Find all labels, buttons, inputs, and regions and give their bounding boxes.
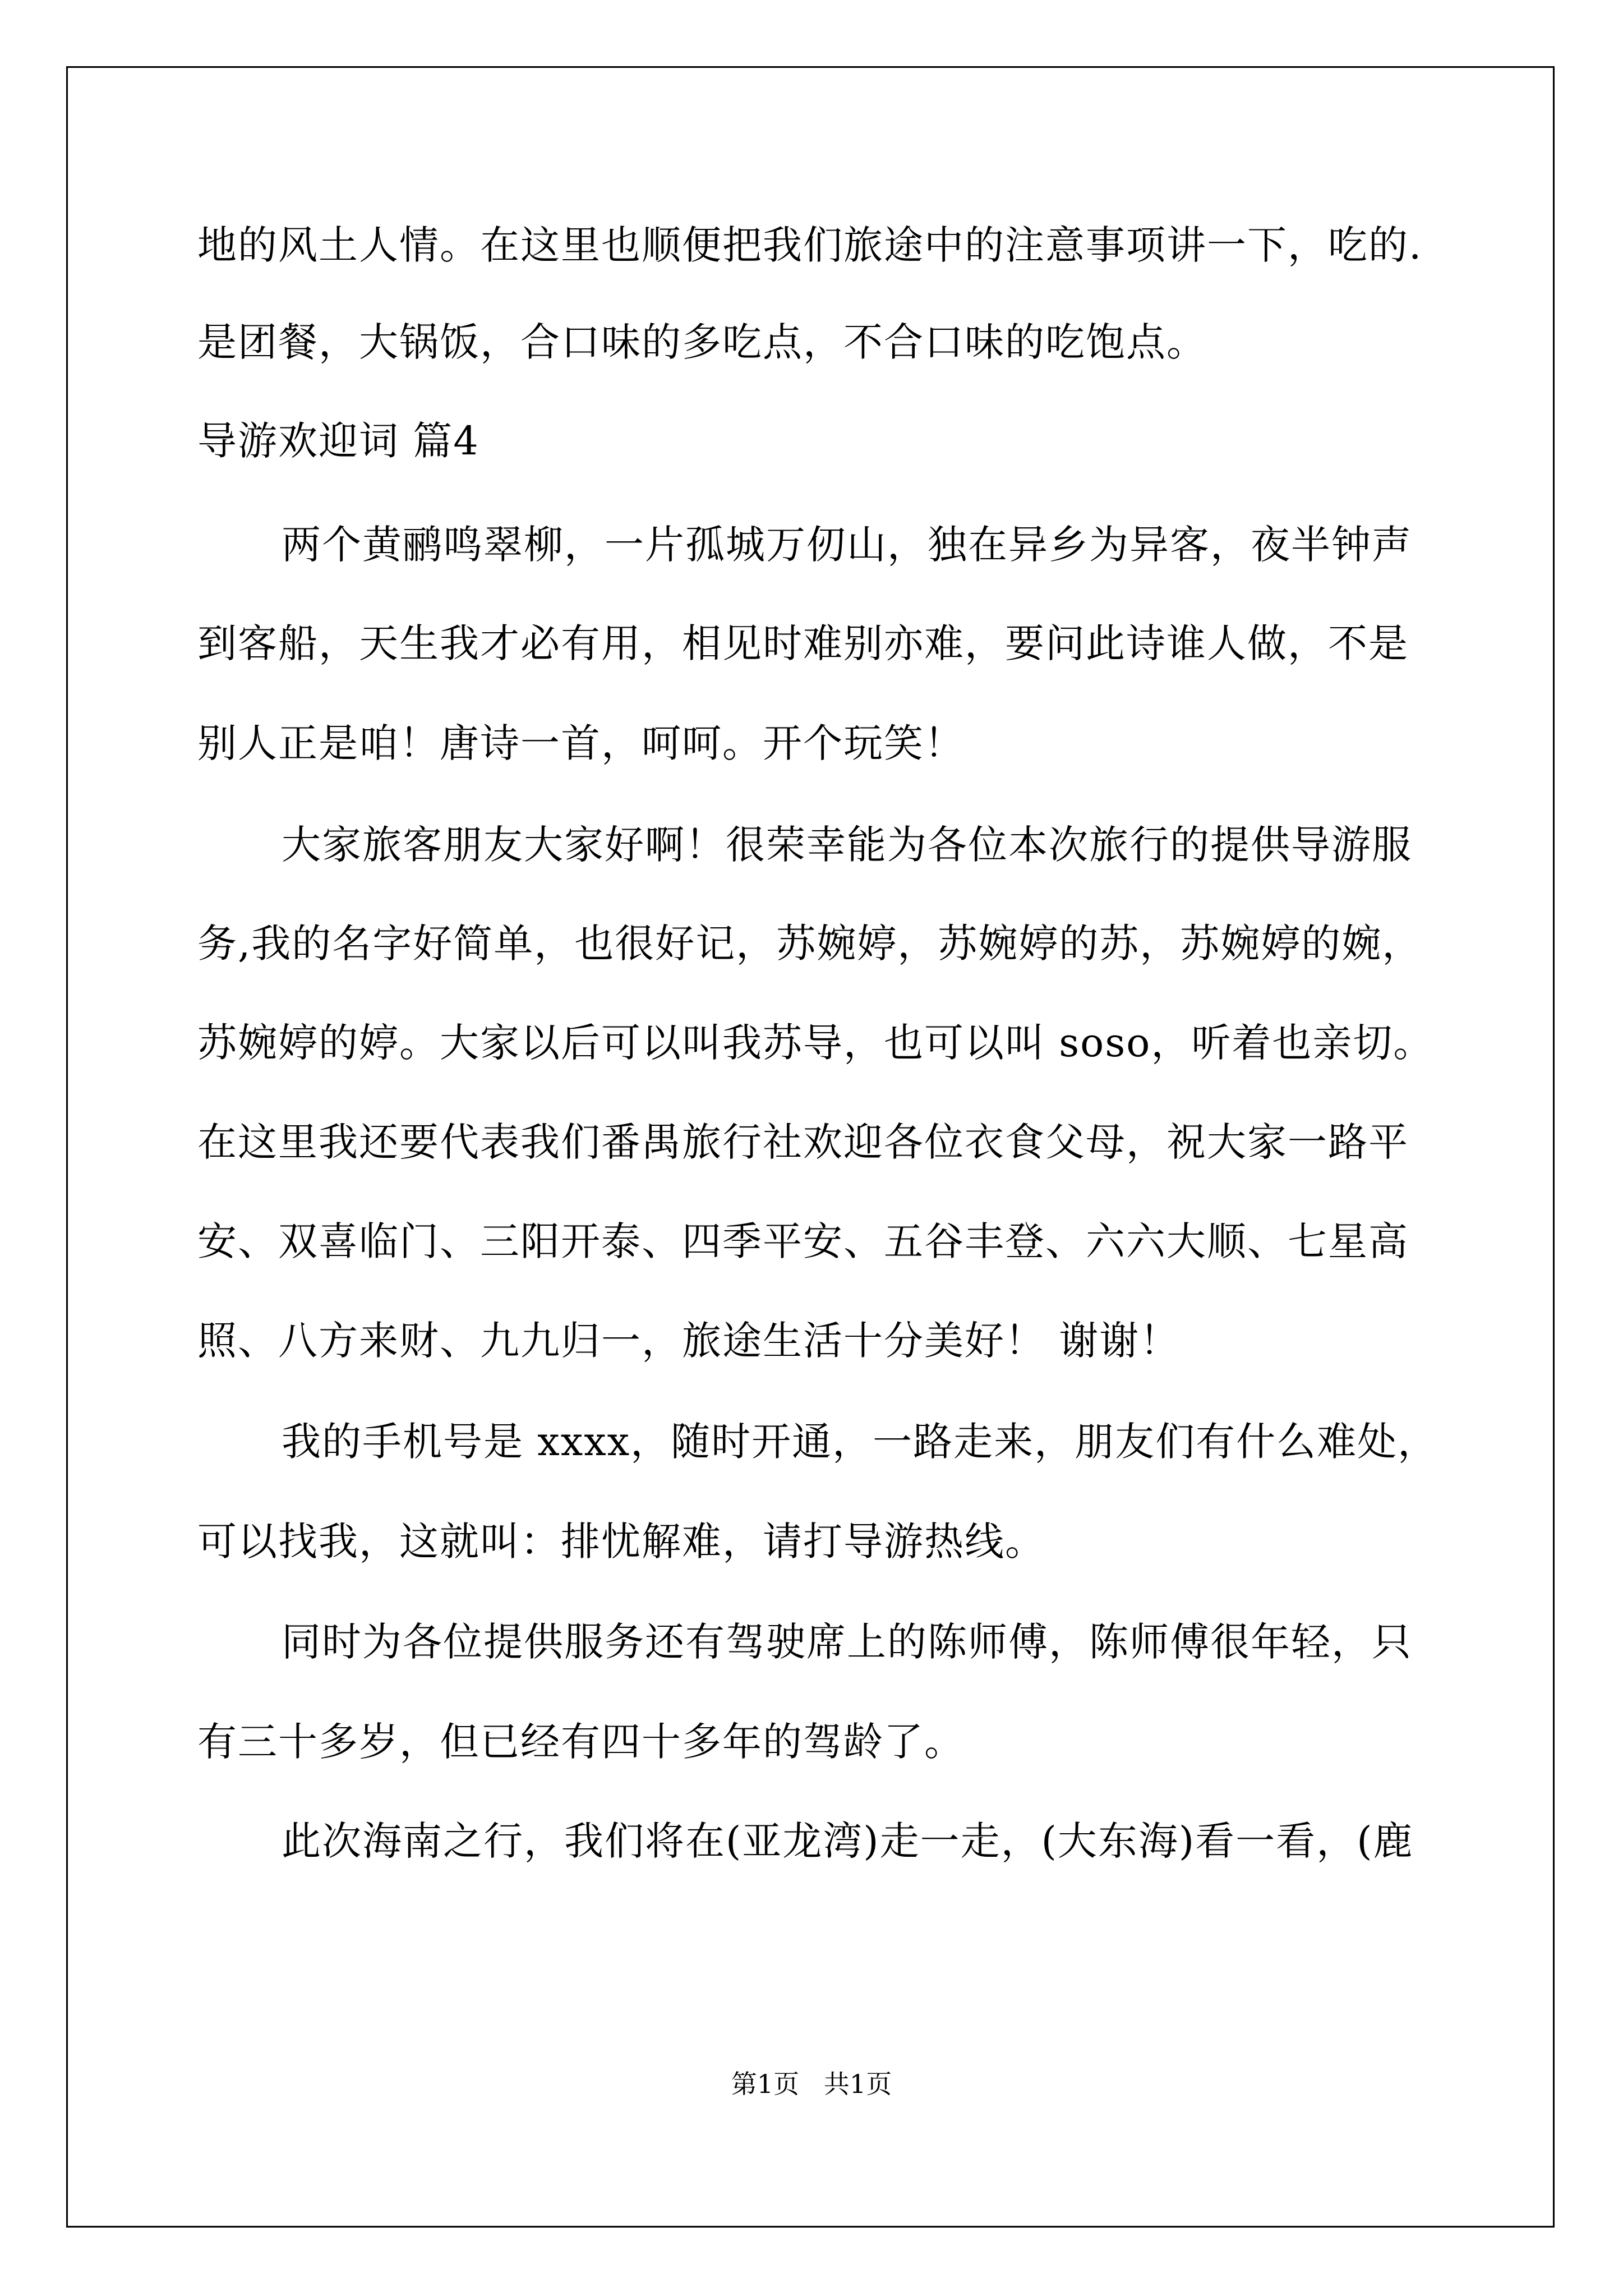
text-line: 到客船，天生我才必有用，相见时难别亦难，要问此诗谁人做，不是 <box>197 620 1409 666</box>
text-line: 别人正是咱！唐诗一首，呵呵。开个玩笑！ <box>197 720 965 766</box>
text-line: 大家旅客朋友大家好啊！很荣幸能为各位本次旅行的提供导游服 <box>282 822 1412 868</box>
text-line: 我的手机号是 xxxx，随时开通，一路走来，朋友们有什么难处， <box>282 1419 1438 1465</box>
text-line: 有三十多岁，但已经有四十多年的驾龄了。 <box>197 1719 965 1765</box>
text-line: 在这里我还要代表我们番禺旅行社欢迎各位衣食父母，祝大家一路平 <box>197 1119 1409 1165</box>
text-line: 两个黄鹂鸣翠柳，一片孤城万仞山，独在异乡为异客，夜半钟声 <box>282 522 1412 568</box>
text-line: 安、双喜临门、三阳开泰、四季平安、五谷丰登、六六大顺、七星高 <box>197 1218 1409 1264</box>
text-line: 地的风土人情。在这里也顺便把我们旅途中的注意事项讲一下，吃的. <box>197 222 1423 268</box>
section-title: 导游欢迎词 篇4 <box>197 418 479 464</box>
text-line: 是团餐，大锅饭，合口味的多吃点，不合口味的吃饱点。 <box>197 319 1207 365</box>
page-number: 第1页 共1页 <box>731 2069 892 2099</box>
text-line: 务,我的名字好简单，也很好记，苏婉婷，苏婉婷的苏，苏婉婷的婉， <box>197 921 1423 967</box>
text-line: 照、八方来财、九九归一，旅途生活十分美好！ 谢谢！ <box>197 1318 1181 1364</box>
text-line: 同时为各位提供服务还有驾驶席上的陈师傅，陈师傅很年轻，只 <box>282 1619 1412 1665</box>
text-line: 苏婉婷的婷。大家以后可以叫我苏导，也可以叫 soso，听着也亲切。 <box>197 1020 1434 1066</box>
text-line: 可以找我，这就叫：排忧解难，请打导游热线。 <box>197 1519 1045 1565</box>
text-line: 此次海南之行，我们将在(亚龙湾)走一走，(大东海)看一看，(鹿 <box>282 1818 1414 1864</box>
